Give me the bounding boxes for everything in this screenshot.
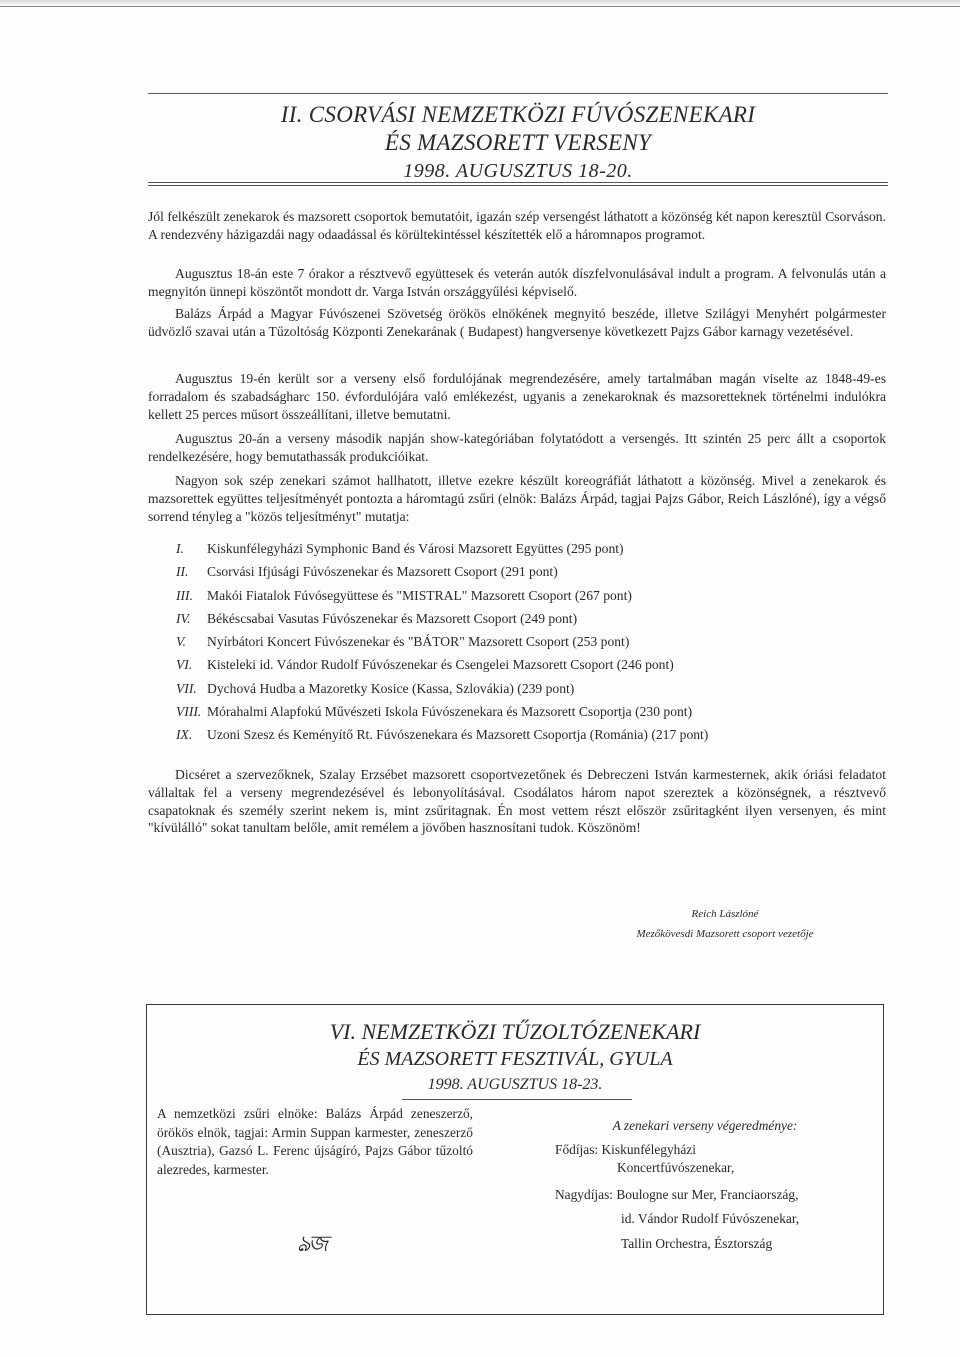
author-signature <box>560 904 890 944</box>
grand-prize-line2: Koncertfúvószenekar, <box>617 1160 735 1175</box>
rank-number: VIII. <box>176 704 202 720</box>
rankings-list <box>176 537 876 747</box>
rank-number: V. <box>176 634 186 650</box>
rank-text: Dychová Hudba a Mazoretky Kosice (Kassa, Szlovákia) (239 pont) <box>207 680 575 696</box>
rank-text: Csorvási Ifjúsági Fúvószenekar és Mazsorett Csoport (291 pont) <box>207 564 558 580</box>
ornament-flourish: ঌজ <box>297 1231 326 1256</box>
results-column <box>555 1117 855 1255</box>
article-header <box>148 102 888 183</box>
big-prize-line2: id. Vándor Rudolf Fúvószenekar, <box>621 1211 800 1226</box>
rank-text: Mórahalmi Alapfokú Művészeti Iskola Fúvószenekara és Mazsorett Csoportja (230 pont) <box>207 704 693 720</box>
paragraph-aug18: Augusztus 18-án este 7 órakor a résztvevő együttesek és veterán autók díszfelvonulásával indult a program. A felvonulás után a megnyitón ünnepi köszöntőt mondott dr. Varga István országgyűlési képviselő. <box>148 266 886 299</box>
rank-number: IV. <box>176 610 191 626</box>
rank-number: IX. <box>176 727 193 743</box>
paragraph-closing: Dicséret a szervezőknek, Szalay Erzsébet mazsorett csoportvezetőnek és Debreczeni István karmesternek, akik óriási feladatot vállaltak fel a verseny megrendezésével és lebonyolításával. Csodálatos három napot szereztek a közönségnek, a résztvevő csapatoknak és személy szerint nekem is, mint zsűritagnak. Én most vettem részt először zsűritagként ilyen versenyen, és mint "kívülálló" sokat tanultam belőle, amit remélem a jövőben hasznosítani tudok. Köszönöm! <box>148 767 886 836</box>
article-title-line2: ÉS MAZSORETT VERSENY <box>384 130 652 155</box>
article-title-line1: II. CSORVÁSI NEMZETKÖZI FÚVÓSZENEKARI <box>280 102 756 127</box>
paragraph-opening: Balázs Árpád a Magyar Fúvószenei Szövetség örökös elnökének megnyitó beszéde, illetve Szilágyi Menyhért polgármester üdvözlő szavai után a Tűzoltóság Központi Zenekarának ( Budapest) hangversenye következett Pajzs Gábor karnagy vezetésével. <box>148 306 886 339</box>
ranking-item <box>176 537 876 560</box>
rank-number: III. <box>176 587 193 603</box>
article-date: 1998. AUGUSZTUS 18-20. <box>403 160 633 182</box>
box-title-line1: VI. NEMZETKÖZI TŰZOLTÓZENEKARI <box>329 1019 701 1044</box>
rank-number: II. <box>176 564 189 580</box>
rank-number: VI. <box>176 657 193 673</box>
rank-text: Makói Fiatalok Fúvósegyüttese és "MISTRAL" Mazsorett Csoport (267 pont) <box>207 587 632 603</box>
grand-prize-line1: Kiskunfélegyházi <box>601 1141 696 1157</box>
big-prize-line1: Boulogne sur Mer, Franciaország, <box>616 1186 799 1202</box>
jury-paragraph: A nemzetközi zsűri elnöke: Balázs Árpád zeneszerző, örökös elnök, tagjai: Armin Suppan karmester, zeneszerző (Ausztria), Gazsó L. Ferenc újságíró, Pajzs Gábor tűzoltó alezredes, karmester. <box>157 1106 473 1177</box>
ranking-item <box>176 630 876 653</box>
big-prize-label: Nagydíjas: <box>555 1186 614 1202</box>
rank-number: I. <box>176 541 184 556</box>
rank-text: Uzoni Szesz és Keményítő Rt. Fúvószenekara és Mazsorett Csoportja (Románia) (217 pont) <box>207 727 709 743</box>
big-prize <box>555 1186 855 1254</box>
box-date: 1998. AUGUSZTUS 18-23. <box>427 1076 603 1093</box>
box-title-line2: ÉS MAZSORETT FESZTIVÁL, GYULA <box>357 1048 673 1070</box>
gyula-festival-box <box>146 1004 884 1315</box>
rank-text: Kiskunfélegyházi Symphonic Band és Városi Mazsorett Együttes (295 pont) <box>207 541 624 556</box>
ranking-item <box>176 723 876 746</box>
rank-text: Kisteleki id. Vándor Rudolf Fúvószenekar és Csengelei Mazsorett Csoport (246 pont) <box>207 657 674 673</box>
rank-number: VII. <box>176 680 197 696</box>
top-rule <box>148 93 888 94</box>
ranking-item <box>176 700 876 723</box>
grand-prize <box>555 1141 855 1178</box>
header-rule-1 <box>148 182 888 183</box>
grand-prize-label: Fődíjas: <box>555 1141 599 1157</box>
scan-edge-line <box>0 6 960 7</box>
rank-text: Békéscsabai Vasutas Fúvószenekar és Mazsorett Csoport (249 pont) <box>207 610 578 626</box>
paragraph-intro: Jól felkészült zenekarok és mazsorett csoportok bemutatóit, igazán szép versengést láthatott a közönség két napon keresztül Csorváson. A rendezvény házigazdái nagy odaadással és körültekintéssel készítették elő a háromnapos programot. <box>148 209 886 242</box>
ranking-item <box>176 653 876 676</box>
rank-text: Nyírbátori Koncert Fúvószenekar és "BÁTOR" Mazsorett Csoport (253 pont) <box>207 634 630 650</box>
box-date-rule <box>402 1099 632 1100</box>
paragraph-aug20: Augusztus 20-án a verseny második napján show-kategóriában folytatódott a versengés. Itt szintén 25 perc állt a csoportok rendelkezésére, hogy bemutathassák produkcióikat. <box>148 431 886 464</box>
paragraph-aug19: Augusztus 19-én került sor a verseny első fordulójának megrendezésére, amely tartalmában magán viselte az 1848-49-es forradalom és szabadságharc 150. évfordulójára való emlékezést, ugyanis a zenekaroknak és mazsoretteknek történelmi indulókra kellett 25 perces műsort összeállítani, illetve bemutatni. <box>148 371 886 422</box>
paragraph-jury: Nagyon sok szép zenekari számot hallhatott, illetve ezekre készült koreográfiát láthatott a közönség. Mivel a zenekarok és mazsorettek együttes teljesítményét pontozta a háromtagú zsűri (elnök: Balázs Árpád, tagjai Pajzs Gábor, Reich Lászlóné), így a végső sorrend tényleg a "közös teljesítményt" mutatja: <box>148 473 886 524</box>
header-rule-2 <box>148 185 888 186</box>
big-prize-line3: Tallin Orchestra, Észtország <box>621 1235 773 1251</box>
ranking-item <box>176 584 876 607</box>
author-role: Mezőkövesdi Mazsorett csoport vezetője <box>636 928 814 940</box>
author-name: Reich Lászlóné <box>691 908 759 920</box>
results-heading: A zenekari verseny végeredménye: <box>612 1118 798 1133</box>
ranking-item <box>176 560 876 583</box>
ranking-item <box>176 607 876 630</box>
ranking-item <box>176 677 876 700</box>
